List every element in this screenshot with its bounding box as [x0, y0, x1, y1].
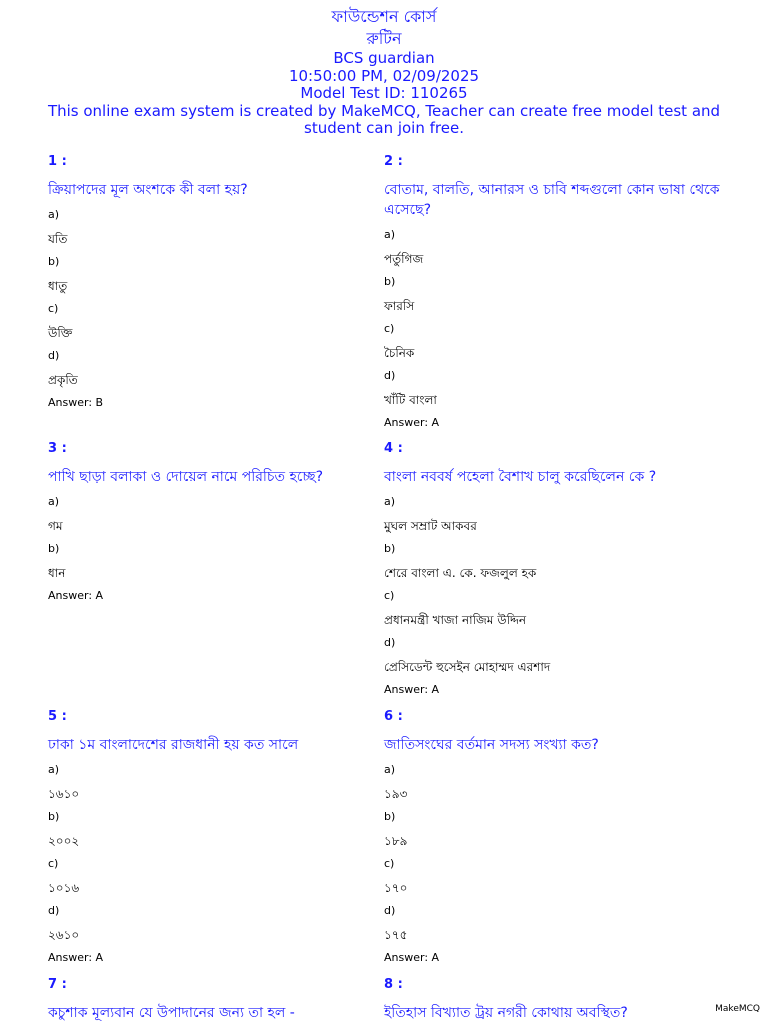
option-text: পর্তুগিজ [384, 252, 424, 266]
option-text: প্রধানমন্ত্রী খাজা নাজিম উদ্দিন [384, 613, 527, 627]
exam-datetime: 10:50:00 PM, 02/09/2025 [288, 66, 480, 85]
option-label: d) [48, 904, 60, 917]
question-4 [384, 441, 724, 696]
option-label: a) [384, 495, 396, 508]
question-number: 7 : [48, 977, 67, 992]
option-text: প্রকৃতি [48, 373, 78, 387]
footer-brand: MakeMCQ [715, 1004, 760, 1014]
question-number: 8 : [384, 977, 403, 992]
question-1 [48, 154, 388, 409]
question-8 [384, 977, 724, 1023]
answer-key: Answer: A [48, 951, 104, 964]
option-text: প্রেসিডেন্ট হুসেইন মোহাম্মদ এরশাদ [384, 660, 551, 674]
question-text: ঢাকা ১ম বাংলাদেশের রাজধানী হয় কত সালে [48, 737, 299, 753]
option-label: c) [48, 302, 59, 315]
question-2 [384, 154, 724, 429]
option-text: ১৯৩ [384, 787, 408, 801]
option-label: b) [384, 810, 396, 823]
question-number: 3 : [48, 441, 67, 456]
option-text: ধান [48, 566, 66, 580]
option-text: ১৮৯ [384, 834, 408, 848]
option-label: b) [384, 275, 396, 288]
option-text: ১৭৫ [384, 928, 408, 942]
option-label: b) [48, 542, 60, 555]
question-number: 2 : [384, 154, 403, 169]
question-3 [48, 441, 388, 602]
option-label: c) [384, 857, 395, 870]
option-text: ফারসি [384, 299, 415, 313]
option-text: ১৭০ [384, 881, 408, 895]
option-text: ২৬১০ [48, 928, 80, 942]
question-text: কচুশাক মূল্যবান যে উপাদানের জন্য তা হল - [48, 1005, 295, 1021]
question-text: ইতিহাস বিখ্যাত ট্রয় নগরী কোথায় অবস্থিত? [384, 1005, 628, 1021]
option-text: ২০০২ [48, 834, 80, 848]
question-text: বোতাম, বালতি, আনারস ও চাবি শব্দগুলো কোন ভাষা থেকে এসেছে? [384, 182, 720, 218]
option-label: c) [48, 857, 59, 870]
option-label: b) [48, 810, 60, 823]
routine-title: রুটিন [366, 29, 402, 48]
org-name: BCS guardian [333, 49, 435, 67]
option-label: d) [384, 369, 396, 382]
answer-key: Answer: B [48, 396, 104, 409]
question-7 [48, 977, 388, 1023]
answer-key: Answer: A [48, 589, 104, 602]
question-number: 4 : [384, 441, 403, 456]
question-number: 6 : [384, 709, 403, 724]
option-text: ১৬১০ [48, 787, 80, 801]
option-label: a) [384, 763, 396, 776]
question-number: 1 : [48, 154, 67, 169]
question-text: জাতিসংঘের বর্তমান সদস্য সংখ্যা কত? [384, 737, 599, 753]
system-note: This online exam system is created by MakeMCQ, Teacher can create free model test and student can join free. [47, 101, 721, 137]
option-label: d) [384, 636, 396, 649]
option-text: শেরে বাংলা এ. কে. ফজলুল হক [384, 566, 537, 580]
option-label: b) [384, 542, 396, 555]
option-label: c) [384, 322, 395, 335]
option-label: a) [384, 228, 396, 241]
option-label: d) [48, 349, 60, 362]
option-label: a) [48, 495, 60, 508]
option-text: ধাতু [48, 279, 68, 293]
option-label: a) [48, 763, 60, 776]
course-title: ফাউন্ডেশন কোর্স [331, 7, 437, 26]
option-label: d) [384, 904, 396, 917]
answer-key: Answer: A [384, 951, 440, 964]
question-text: পাখি ছাড়া বলাকা ও দোয়েল নামে পরিচিত হচ্ছে? [48, 469, 324, 485]
page-header [0, 6, 768, 138]
answer-key: Answer: A [384, 416, 440, 429]
model-test-id: Model Test ID: 110265 [300, 84, 468, 102]
option-text: উক্তি [48, 326, 73, 340]
option-label: c) [384, 589, 395, 602]
answer-key: Answer: A [384, 683, 440, 696]
option-text: খাঁটি বাংলা [384, 393, 437, 407]
option-text: মুঘল সম্রাট আকবর [384, 519, 477, 533]
question-5 [48, 709, 388, 964]
option-text: যতি [48, 232, 68, 246]
question-text: ক্রিয়াপদের মূল অংশকে কী বলা হয়? [48, 182, 248, 198]
question-6 [384, 709, 724, 964]
option-text: গম [48, 519, 63, 533]
option-text: চৈনিক [384, 346, 415, 360]
option-label: a) [48, 208, 60, 221]
option-text: ১০১৬ [48, 881, 80, 895]
question-text: বাংলা নববর্ষ পহেলা বৈশাখ চালু করেছিলেন কে ? [384, 469, 657, 485]
option-label: b) [48, 255, 60, 268]
question-number: 5 : [48, 709, 67, 724]
